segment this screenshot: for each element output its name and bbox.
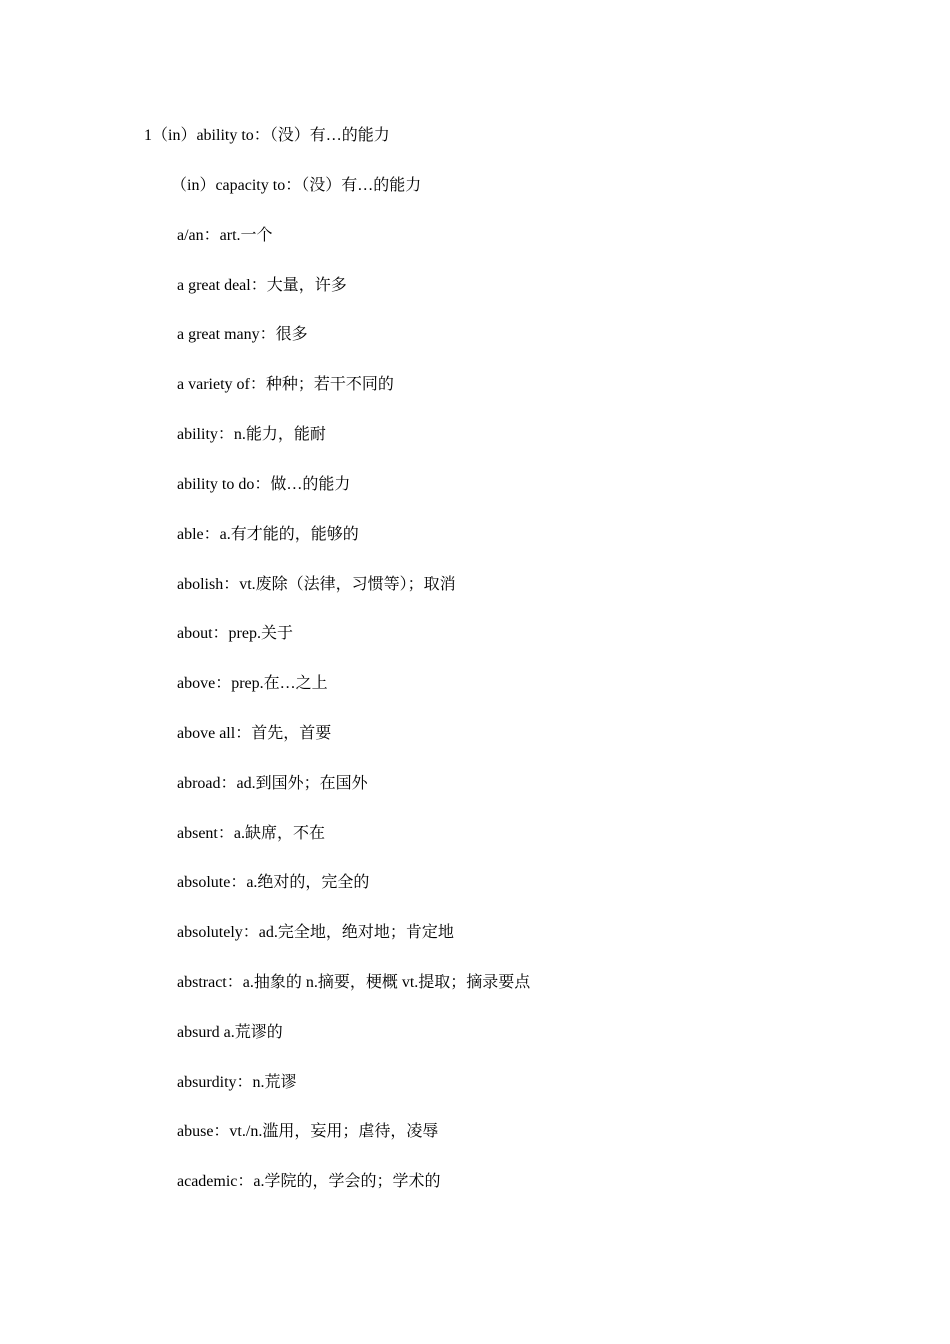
vocab-entry: above：prep.在…之上 <box>177 675 328 692</box>
vocab-entry: academic：a.学院的，学会的；学术的 <box>177 1173 441 1190</box>
vocab-entry: a great many：很多 <box>177 326 308 343</box>
vocab-entry: absurdity：n.荒谬 <box>177 1074 297 1091</box>
vocab-entry: absolute：a.绝对的，完全的 <box>177 874 370 891</box>
vocab-entry: abuse：vt./n.滥用，妄用；虐待，凌辱 <box>177 1123 439 1140</box>
vocab-entry: about：prep.关于 <box>177 625 293 642</box>
vocab-entry: a variety of：种种；若干不同的 <box>177 376 394 393</box>
vocab-entry: a/an：art.一个 <box>177 227 273 244</box>
vocab-entry: above all：首先，首要 <box>177 725 332 742</box>
vocab-entry: abstract：a.抽象的 n.摘要，梗概 vt.提取；摘录要点 <box>177 974 531 991</box>
vocab-entry: （in）capacity to：（没）有…的能力 <box>171 177 422 194</box>
vocab-entry: abroad：ad.到国外；在国外 <box>177 775 368 792</box>
vocab-entry: ability to do：做…的能力 <box>177 476 351 493</box>
vocab-entry: able：a.有才能的，能够的 <box>177 526 359 543</box>
vocab-entry: 1（in）ability to：（没）有…的能力 <box>144 127 390 144</box>
vocab-entry: absolutely：ad.完全地，绝对地；肯定地 <box>177 924 454 941</box>
vocab-entry: abolish：vt.废除（法律，习惯等）；取消 <box>177 576 456 593</box>
vocab-entry: absent：a.缺席，不在 <box>177 825 325 842</box>
vocab-entry: a great deal：大量，许多 <box>177 277 347 294</box>
vocab-entry: ability：n.能力，能耐 <box>177 426 326 443</box>
vocab-entry: absurd a.荒谬的 <box>177 1024 283 1041</box>
